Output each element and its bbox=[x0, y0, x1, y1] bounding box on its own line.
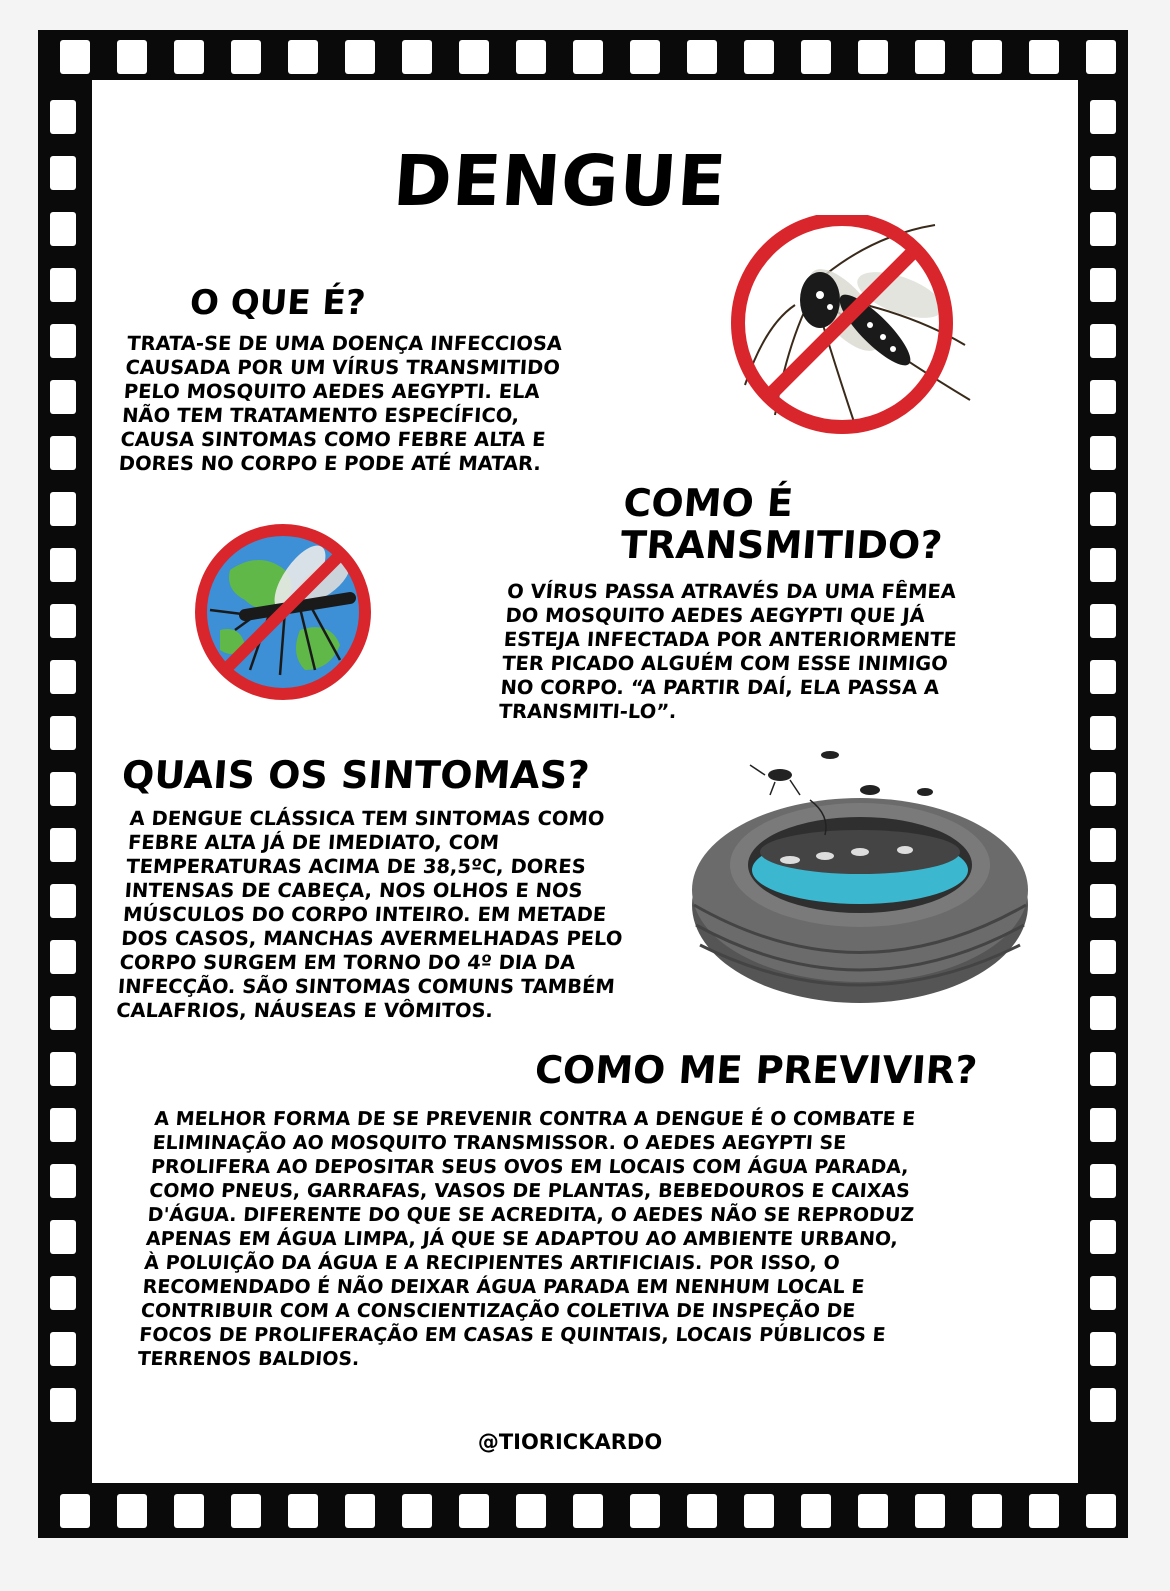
border-cell bbox=[50, 1164, 76, 1198]
border-cell bbox=[288, 1494, 318, 1528]
text-line: FOCOS DE PROLIFERAÇÃO EM CASAS E QUINTAIS, LOCAIS PÚBLICOS E bbox=[138, 1324, 887, 1346]
border-cell bbox=[459, 1494, 489, 1528]
border-cell bbox=[1090, 884, 1116, 918]
text-line: DORES NO CORPO E PODE ATÉ MATAR. bbox=[118, 452, 542, 475]
border-cell bbox=[858, 1494, 888, 1528]
border-cell bbox=[1090, 156, 1116, 190]
text-line: À POLUIÇÃO DA ÁGUA E A RECIPIENTES ARTIFICIAIS. POR ISSO, O bbox=[143, 1252, 841, 1274]
border-cell bbox=[516, 1494, 546, 1528]
border-cell bbox=[915, 1494, 945, 1528]
border-cell bbox=[516, 40, 546, 74]
border-cell bbox=[50, 100, 76, 134]
text-line: NÃO TEM TRATAMENTO ESPECÍFICO, bbox=[121, 404, 521, 427]
text-line: TRANSMITI-LO”. bbox=[498, 700, 678, 723]
tire-with-mosquitoes-icon bbox=[690, 740, 1030, 1010]
border-cell bbox=[630, 40, 660, 74]
text-line: A DENGUE CLÁSSICA TEM SINTOMAS COMO bbox=[128, 807, 606, 830]
border-cell bbox=[50, 1052, 76, 1086]
border-cell bbox=[744, 1494, 774, 1528]
border-cell bbox=[50, 268, 76, 302]
border-cell bbox=[231, 1494, 261, 1528]
border-cell bbox=[1086, 1494, 1116, 1528]
border-cell bbox=[1090, 660, 1116, 694]
border-cell bbox=[858, 40, 888, 74]
border-cell bbox=[1029, 40, 1059, 74]
border-cell bbox=[174, 1494, 204, 1528]
mosquito-prohibited-icon bbox=[725, 215, 985, 440]
border-cell bbox=[50, 380, 76, 414]
text-line: TRATA-SE DE UMA DOENÇA INFECCIOSA bbox=[126, 332, 563, 355]
text-line: CALAFRIOS, NÁUSEAS E VÔMITOS. bbox=[115, 999, 494, 1022]
text-line: PELO MOSQUITO AEDES AEGYPTI. ELA bbox=[123, 380, 541, 403]
border-cell bbox=[1029, 1494, 1059, 1528]
border-cell bbox=[50, 604, 76, 638]
border-cell bbox=[50, 492, 76, 526]
border-cell bbox=[50, 324, 76, 358]
text-line: A MELHOR FORMA DE SE PREVENIR CONTRA A DENGUE É O COMBATE E bbox=[153, 1108, 916, 1130]
heading-como-me-previvir: COMO ME PREVIVIR? bbox=[533, 1048, 979, 1092]
border-cell bbox=[573, 40, 603, 74]
border-cell bbox=[1090, 1388, 1116, 1422]
border-cell bbox=[1090, 1052, 1116, 1086]
text-line: INFECÇÃO. SÃO SINTOMAS COMUNS TAMBÉM bbox=[117, 975, 616, 998]
border-cell bbox=[1090, 380, 1116, 414]
border-cell bbox=[50, 212, 76, 246]
border-cell bbox=[1090, 1108, 1116, 1142]
border-cell bbox=[459, 40, 489, 74]
border-cell bbox=[1090, 996, 1116, 1030]
text-line: CORPO SURGEM EM TORNO DO 4º DIA DA bbox=[118, 951, 577, 974]
paragraph-transmissao bbox=[498, 580, 961, 724]
border-cell bbox=[1090, 492, 1116, 526]
border-cell bbox=[50, 884, 76, 918]
border-cell bbox=[744, 40, 774, 74]
text-line: NO CORPO. “A PARTIR DAÍ, ELA PASSA A bbox=[499, 676, 940, 699]
paragraph-o-que-e bbox=[118, 332, 563, 476]
text-line: ELIMINAÇÃO AO MOSQUITO TRANSMISSOR. O AEDES AEGYPTI SE bbox=[151, 1132, 847, 1154]
text-line: COMO PNEUS, GARRAFAS, VASOS DE PLANTAS, BEBEDOUROS E CAIXAS bbox=[148, 1180, 911, 1202]
border-cell bbox=[50, 828, 76, 862]
text-line: CAUSADA POR UM VÍRUS TRANSMITIDO bbox=[124, 356, 561, 379]
border-cell bbox=[174, 40, 204, 74]
heading-como-e-transmitido bbox=[619, 483, 947, 567]
text-line: MÚSCULOS DO CORPO INTEIRO. EM METADE bbox=[122, 903, 607, 926]
border-cell bbox=[50, 1276, 76, 1310]
heading-line: COMO É bbox=[621, 481, 795, 525]
text-line: CONTRIBUIR COM A CONSCIENTIZAÇÃO COLETIVA DE INSPEÇÃO DE bbox=[140, 1300, 857, 1322]
border-cell bbox=[345, 40, 375, 74]
border-cell bbox=[60, 1494, 90, 1528]
border-cell bbox=[801, 1494, 831, 1528]
border-cell bbox=[50, 772, 76, 806]
text-line: FEBRE ALTA JÁ DE IMEDIATO, COM bbox=[127, 831, 500, 854]
text-line: TERRENOS BALDIOS. bbox=[136, 1348, 361, 1370]
border-cell bbox=[1086, 40, 1116, 74]
text-line: DO MOSQUITO AEDES AEGYPTI QUE JÁ bbox=[504, 604, 926, 627]
author-handle: @TIORICKARDO bbox=[477, 1430, 663, 1454]
border-cell bbox=[1090, 940, 1116, 974]
border-cell bbox=[687, 1494, 717, 1528]
text-line: TEMPERATURAS ACIMA DE 38,5ºC, DORES bbox=[125, 855, 587, 878]
paragraph-sintomas bbox=[115, 807, 631, 1023]
border-cell bbox=[1090, 1332, 1116, 1366]
heading-line: TRANSMITIDO? bbox=[619, 522, 944, 567]
border-cell bbox=[50, 1388, 76, 1422]
border-cell bbox=[1090, 100, 1116, 134]
text-line: TER PICADO ALGUÉM COM ESSE INIMIGO bbox=[501, 652, 949, 675]
border-cell bbox=[1090, 324, 1116, 358]
border-cell bbox=[1090, 436, 1116, 470]
border-cell bbox=[50, 436, 76, 470]
border-cell bbox=[1090, 604, 1116, 638]
border-cell bbox=[231, 40, 261, 74]
border-cell bbox=[1090, 1164, 1116, 1198]
border-cell bbox=[345, 1494, 375, 1528]
border-cell bbox=[402, 40, 432, 74]
text-line: INTENSAS DE CABEÇA, NOS OLHOS E NOS bbox=[123, 879, 584, 902]
border-cell bbox=[402, 1494, 432, 1528]
border-cell bbox=[117, 40, 147, 74]
border-cell bbox=[630, 1494, 660, 1528]
border-cell bbox=[1090, 772, 1116, 806]
heading-quais-os-sintomas: QUAIS OS SINTOMAS? bbox=[120, 753, 591, 797]
border-cell bbox=[50, 1108, 76, 1142]
border-cell bbox=[1090, 268, 1116, 302]
text-line: PROLIFERA AO DEPOSITAR SEUS OVOS EM LOCAIS COM ÁGUA PARADA, bbox=[150, 1156, 910, 1178]
border-cell bbox=[50, 940, 76, 974]
heading-o-que-e: O QUE É? bbox=[188, 283, 367, 323]
border-cell bbox=[915, 40, 945, 74]
border-cell bbox=[50, 716, 76, 750]
text-line: CAUSA SINTOMAS COMO FEBRE ALTA E bbox=[119, 428, 547, 451]
border-cell bbox=[687, 40, 717, 74]
border-cell bbox=[1090, 1220, 1116, 1254]
text-line: RECOMENDADO É NÃO DEIXAR ÁGUA PARADA EM NENHUM LOCAL E bbox=[141, 1276, 866, 1298]
border-cell bbox=[50, 996, 76, 1030]
border-cell bbox=[972, 1494, 1002, 1528]
text-line: ESTEJA INFECTADA POR ANTERIORMENTE bbox=[503, 628, 958, 651]
border-cell bbox=[1090, 212, 1116, 246]
page-title: DENGUE bbox=[390, 140, 730, 222]
border-cell bbox=[573, 1494, 603, 1528]
border-cell bbox=[50, 660, 76, 694]
border-cell bbox=[50, 156, 76, 190]
globe-mosquito-prohibited-icon bbox=[190, 520, 380, 705]
border-cell bbox=[1090, 828, 1116, 862]
text-line: APENAS EM ÁGUA LIMPA, JÁ QUE SE ADAPTOU AO AMBIENTE URBANO, bbox=[145, 1228, 899, 1250]
border-cell bbox=[60, 40, 90, 74]
border-cell bbox=[50, 548, 76, 582]
text-line: D'ÁGUA. DIFERENTE DO QUE SE ACREDITA, O AEDES NÃO SE REPRODUZ bbox=[146, 1204, 915, 1226]
border-cell bbox=[972, 40, 1002, 74]
border-cell bbox=[288, 40, 318, 74]
border-cell bbox=[1090, 1276, 1116, 1310]
border-cell bbox=[1090, 548, 1116, 582]
text-line: DOS CASOS, MANCHAS AVERMELHADAS PELO bbox=[120, 927, 624, 950]
text-line: O VÍRUS PASSA ATRAVÉS DA UMA FÊMEA bbox=[506, 580, 957, 603]
border-cell bbox=[50, 1220, 76, 1254]
border-cell bbox=[50, 1332, 76, 1366]
paragraph-prevencao bbox=[137, 1107, 922, 1371]
border-cell bbox=[801, 40, 831, 74]
border-cell bbox=[1090, 716, 1116, 750]
border-cell bbox=[117, 1494, 147, 1528]
